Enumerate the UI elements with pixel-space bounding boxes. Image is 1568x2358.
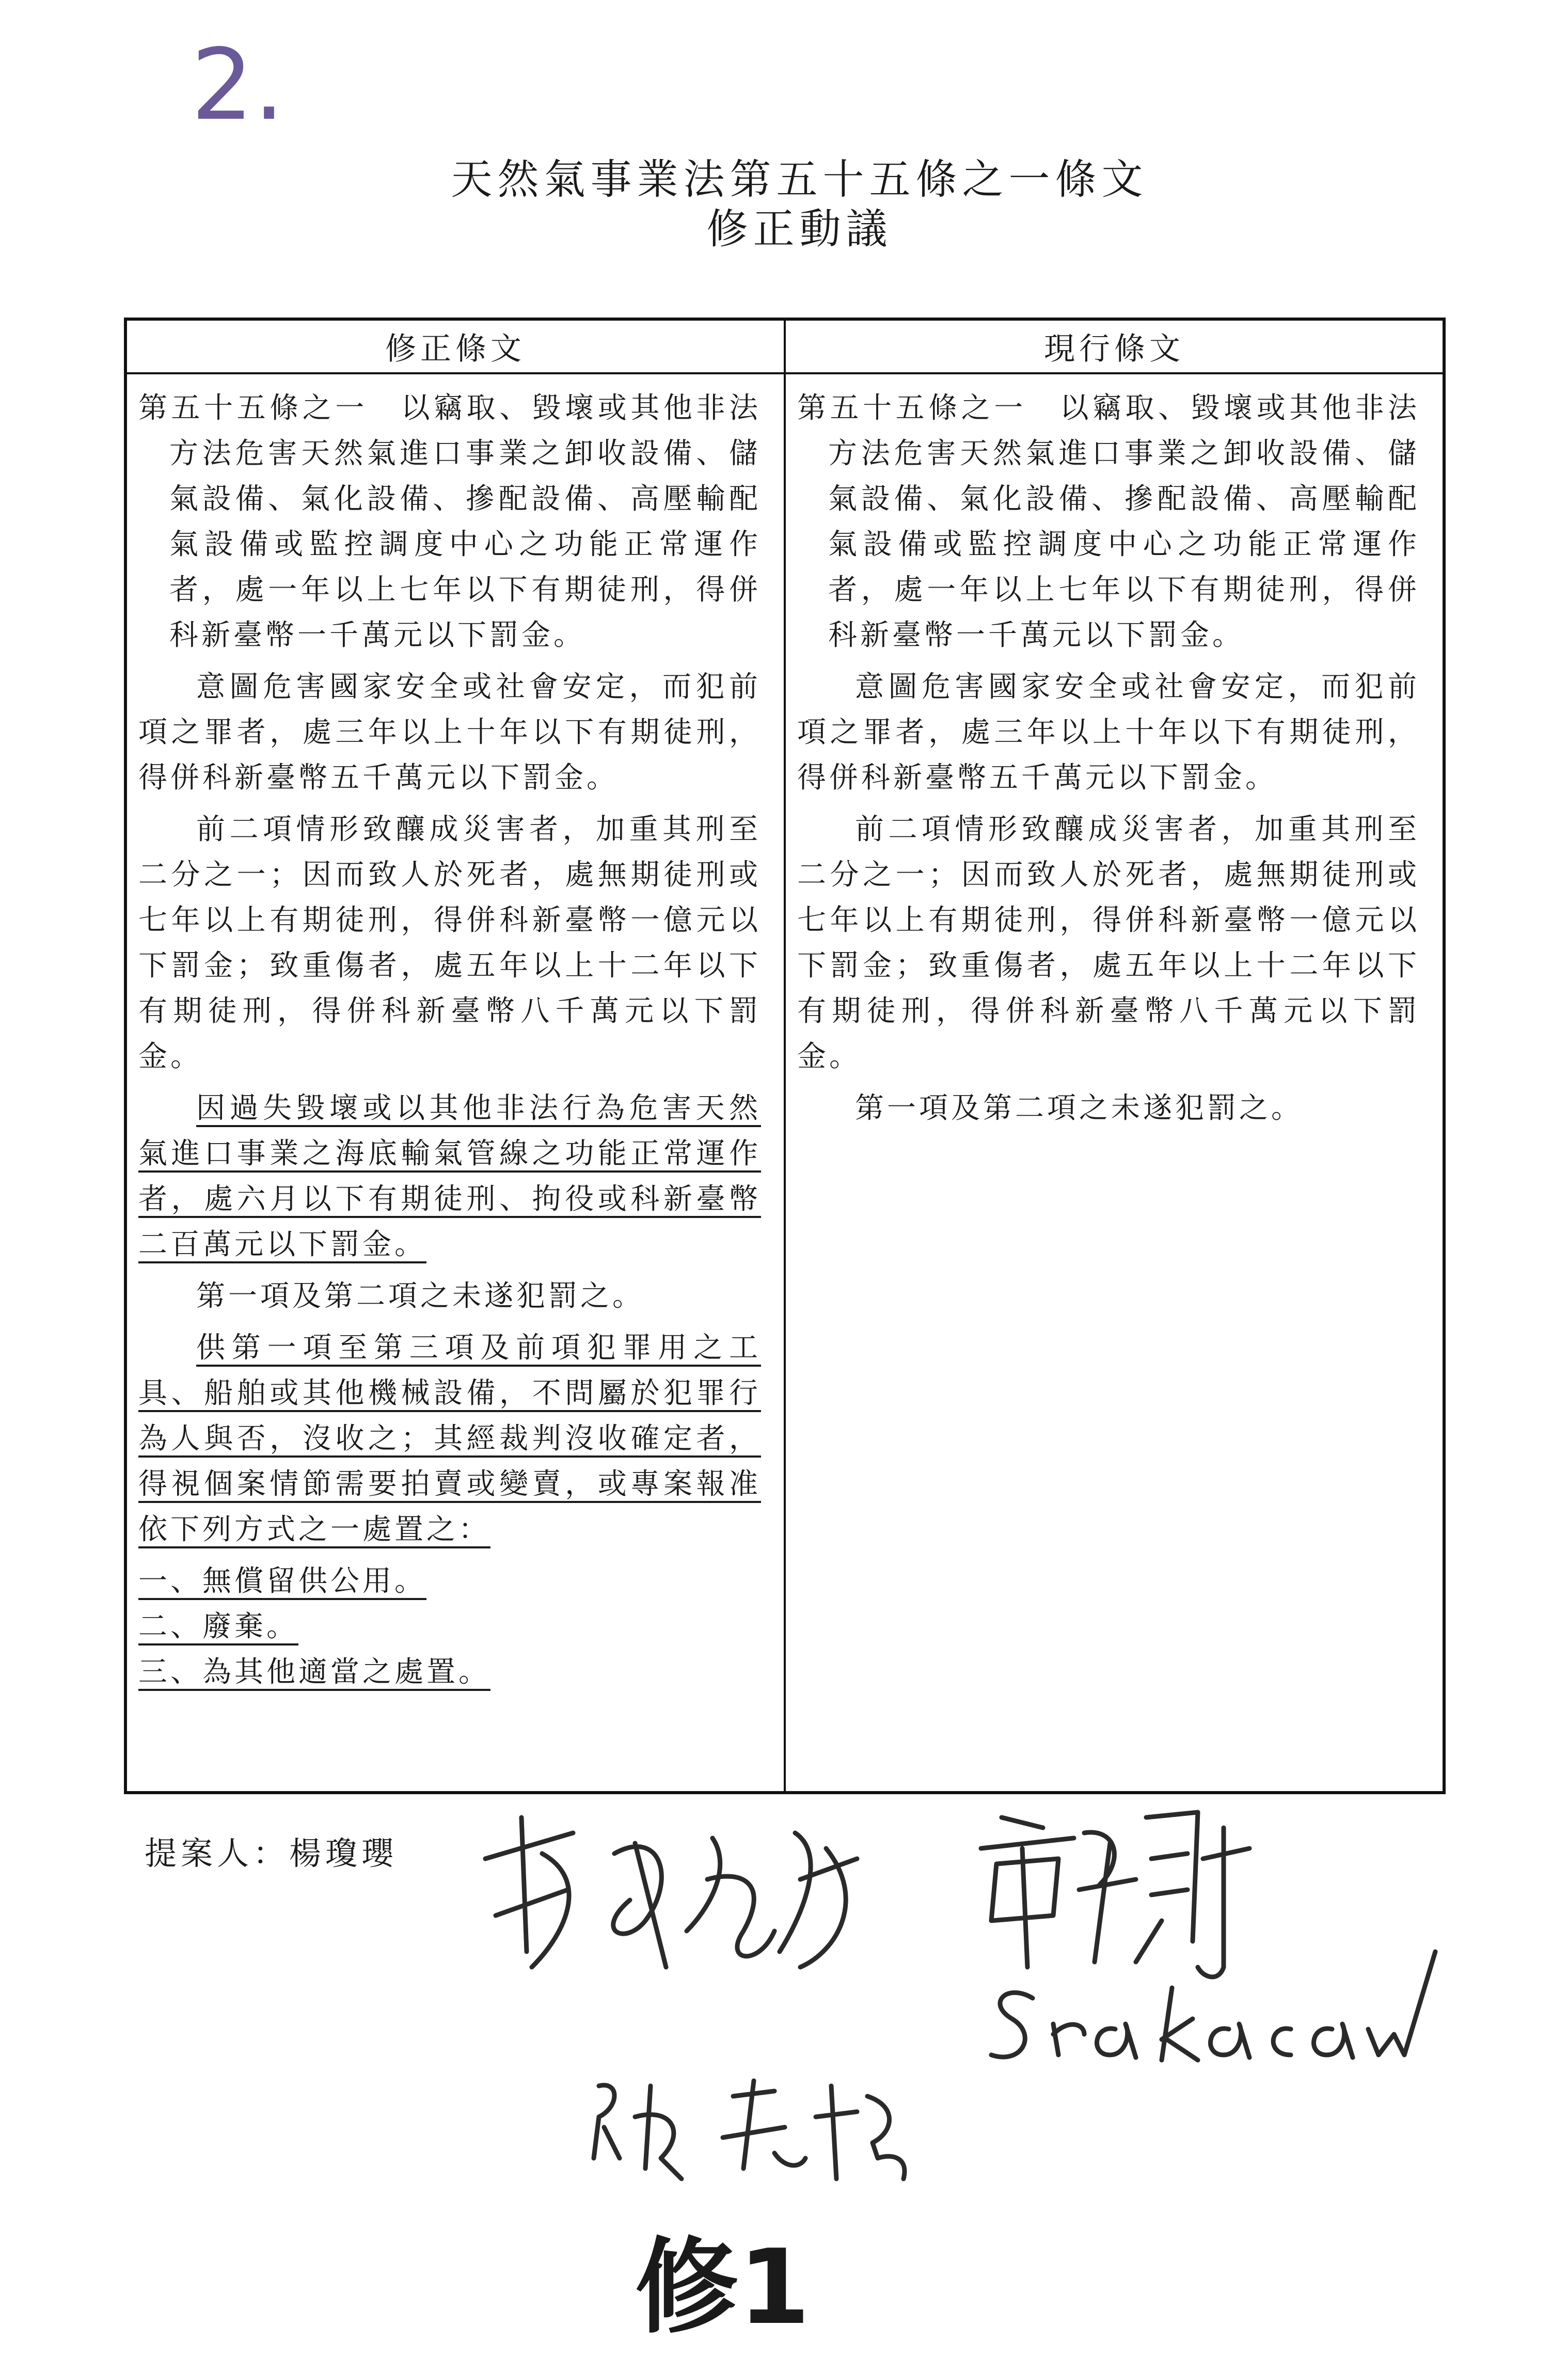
document-title: [0, 155, 1568, 254]
signature-2: [981, 1812, 1249, 1977]
signature-3: [991, 1952, 1435, 2060]
amended-list-item: 一、無償留供公用。: [138, 1564, 426, 1598]
table-header-row: [127, 321, 1443, 374]
table-body-row: [127, 374, 1443, 1791]
amended-list-item: 二、廢棄。: [138, 1610, 298, 1643]
current-column: [786, 374, 1443, 1791]
handwritten-bottom-mark: 修1: [635, 2227, 811, 2348]
amended-paragraph-1: 第五十五條之一 以竊取、毀壞或其他非法方法危害天然氣進口事業之卸收設備、儲氣設備、氣化設備、摻配設備、高壓輸配氣設備或監控調度中心之功能正常運作者，處一年以上七年以下有期徒刑，得併科新臺幣一千萬元以下罰金。: [138, 391, 761, 652]
title-line-2: 修正動議: [706, 205, 893, 253]
current-paragraph-2: 意圖危害國家安全或社會安定，而犯前項之罪者，處三年以上十年以下有期徒刑，得併科新臺幣五千萬元以下罰金。: [797, 670, 1420, 795]
comparison-table: [124, 318, 1446, 1794]
amended-column: [127, 374, 786, 1791]
title-line-1: 天然氣事業法第五十五條之一條文: [451, 155, 1148, 203]
header-amended: 修正條文: [127, 321, 786, 372]
current-paragraph-1: 第五十五條之一 以竊取、毀壞或其他非法方法危害天然氣進口事業之卸收設備、儲氣設備、氣化設備、摻配設備、高壓輸配氣設備或監控調度中心之功能正常運作者，處一年以上七年以下有期徒刑，得併科新臺幣一千萬元以下罰金。: [797, 391, 1420, 652]
current-paragraph-4: 第一項及第二項之未遂犯罰之。: [855, 1091, 1303, 1125]
amended-paragraph-6: 供第一項至第三項及前項犯罪用之工具、船舶或其他機械設備，不問屬於犯罪行為人與否，沒收之；其經裁判沒收確定者，得視個案情節需要拍賣或變賣，或專案報准依下列方式之一處置之：: [138, 1331, 761, 1546]
amended-paragraph-4: 因過失毀壞或以其他非法行為危害天然氣進口事業之海底輸氣管線之功能正常運作者，處六月以下有期徒刑、拘役或科新臺幣二百萬元以下罰金。: [138, 1091, 761, 1261]
signature-4: [594, 2081, 905, 2179]
handwritten-page-number: [186, 31, 294, 139]
proposer-line: 提案人：楊瓊瓔: [145, 1834, 398, 1872]
amended-paragraph-2: 意圖危害國家安全或社會安定，而犯前項之罪者，處三年以上十年以下有期徒刑，得併科新臺幣五千萬元以下罰金。: [138, 670, 761, 795]
amended-list-item: 三、為其他適當之處置。: [138, 1655, 490, 1689]
handwritten-signatures: [465, 1797, 1446, 2313]
amended-paragraph-5: 第一項及第二項之未遂犯罰之。: [196, 1279, 644, 1313]
amended-paragraph-3: 前二項情形致釀成災害者，加重其刑至二分之一；因而致人於死者，處無期徒刑或七年以上有期徒刑，得併科新臺幣一億元以下罰金；致重傷者，處五年以上十二年以下有期徒刑，得併科新臺幣八千萬元以下罰金。: [138, 813, 761, 1073]
current-paragraph-3: 前二項情形致釀成災害者，加重其刑至二分之一；因而致人於死者，處無期徒刑或七年以上有期徒刑，得併科新臺幣一億元以下罰金；致重傷者，處五年以上十二年以下有期徒刑，得併科新臺幣八千萬元以下罰金。: [797, 813, 1420, 1073]
signature-1: [485, 1817, 857, 1967]
page-mark-text: 2.: [191, 31, 285, 139]
header-current: 現行條文: [1044, 331, 1184, 367]
